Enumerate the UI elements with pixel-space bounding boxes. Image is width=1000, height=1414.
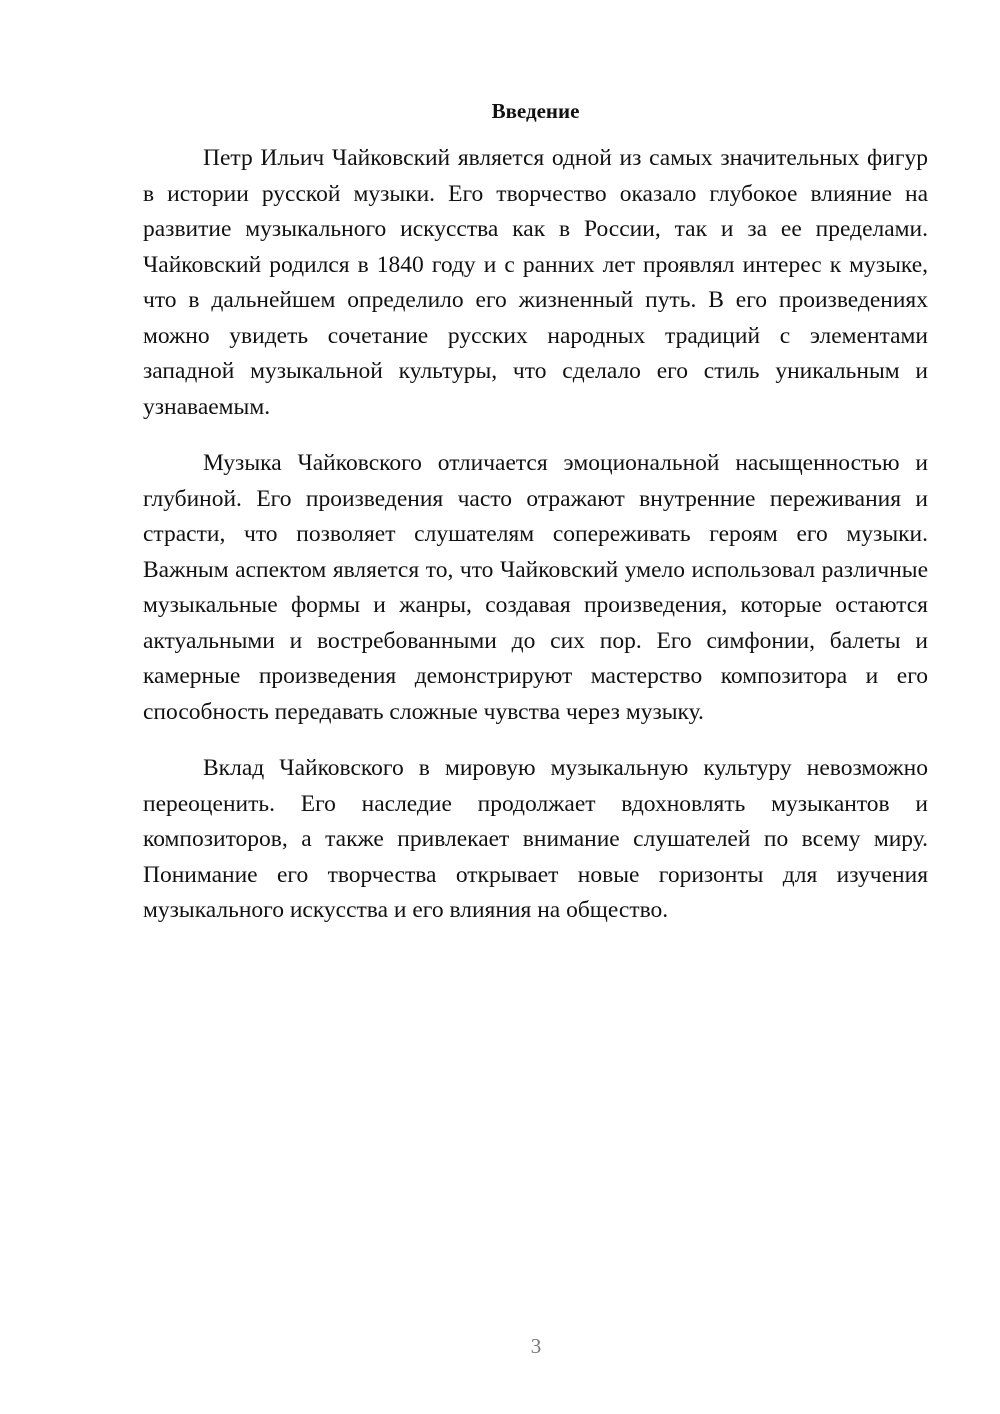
paragraph-2: Музыка Чайковского отличается эмоциональной насыщенностью и глубиной. Его произведения часто отражают внутренние переживания и страсти, что позволяет слушателям сопереживать героям его музыки. Важным аспектом является то, что Чайковский умело использовал различные музыкальные формы и жанры, создавая произведения, которые остаются актуальными и востребованными до сих пор. Его симфонии, балеты и камерные произведения демонстрируют мастерство композитора и его способность передавать сложные чувства через музыку. — [143, 450, 928, 725]
paragraph-3: Вклад Чайковского в мировую музыкальную культуру невозможно переоценить. Его наследие продолжает вдохновлять музыкантов и композиторов, а также привлекает внимание слушателей по всему миру. Понимание его творчества открывает новые горизонты для изучения музыкального искусства и его влияния на общество. — [143, 755, 928, 923]
page-number: 3 — [530, 1334, 542, 1358]
section-heading: Введение — [491, 99, 580, 123]
paragraph-1: Петр Ильич Чайковский является одной из самых значительных фигур в истории русской музыки. Его творчество оказало глубокое влияние на развитие музыкального искусства как в России, так и за ее пределами. Чайковский родился в 1840 году и с ранних лет проявлял интерес к музыке, что в дальнейшем определило его жизненный путь. В его произведениях можно увидеть сочетание русских народных традиций с элементами западной музыкальной культуры, что сделало его стиль уникальным и узнаваемым. — [143, 145, 928, 420]
body-text — [143, 141, 928, 950]
